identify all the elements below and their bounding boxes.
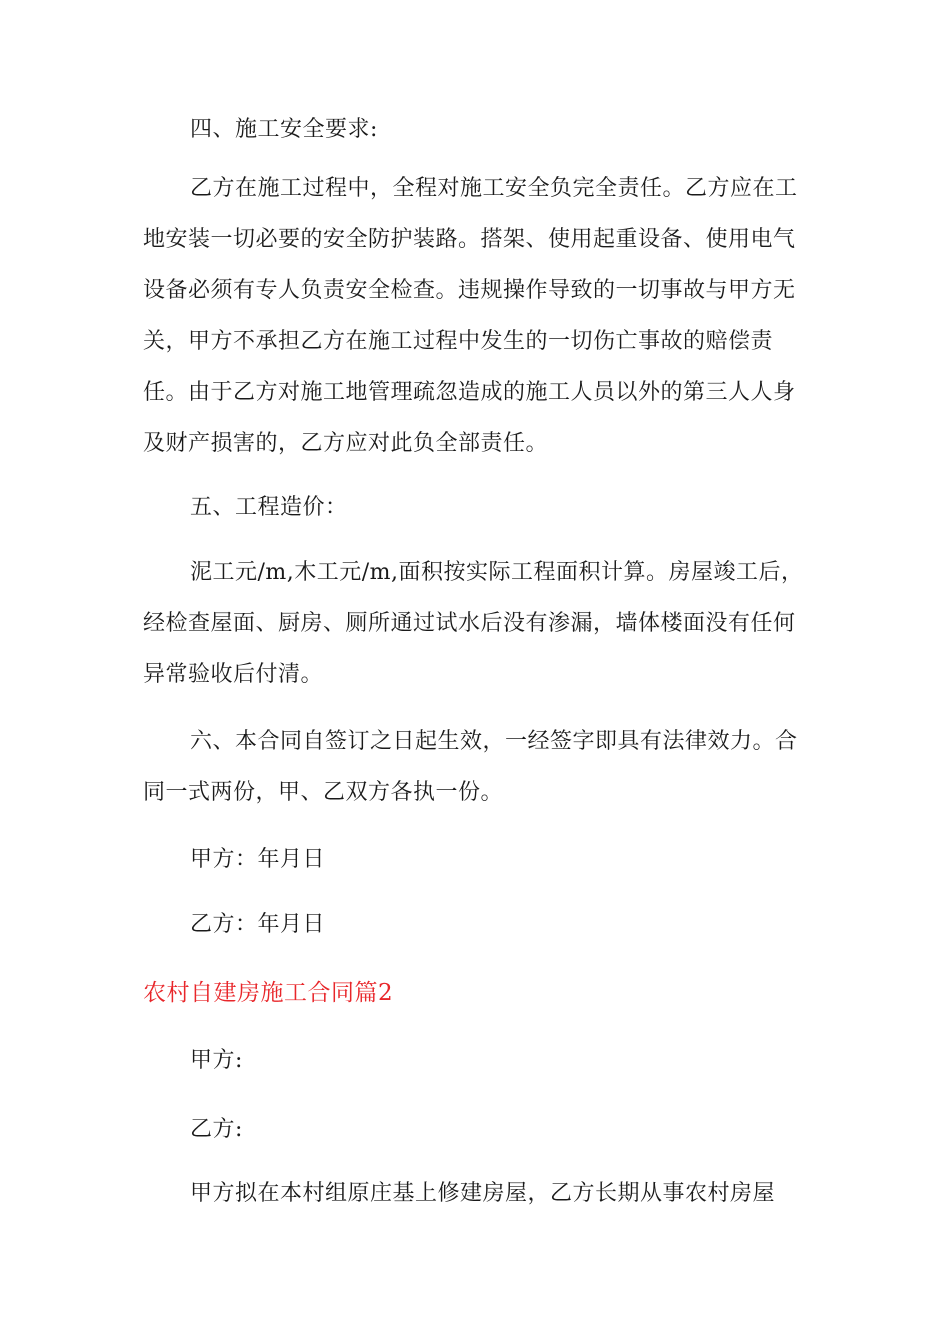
party-b-label: 乙方:	[190, 1117, 243, 1142]
section6-body: 六、本合同自签订之日起生效，一经签字即具有法律效力。合同一式两份，甲、乙双方各执一份。	[143, 729, 798, 805]
party-b-signature: 乙方：年月日	[190, 912, 326, 937]
section5-title: 五、工程造价：	[190, 495, 348, 520]
section-heading-2: 农村自建房施工合同篇2	[143, 980, 394, 1006]
section4-title: 四、施工安全要求:	[190, 117, 378, 142]
section5-body: 泥工元/m,木工元/m,面积按实际工程面积计算。房屋竣工后，经检查屋面、厨房、厕所通过试水后没有渗漏，墙体楼面没有任何异常验收后付清。	[143, 560, 804, 687]
section4-body: 乙方在施工过程中，全程对施工安全负完全责任。乙方应在工地安装一切必要的安全防护装路。搭架、使用起重设备、使用电气设备必须有专人负责安全检查。违规操作导致的一切事故与甲方无关，甲方不承担乙方在施工过程中发生的一切伤亡事故的赔偿责任。由于乙方对施工地管理疏忽造成的施工人员以外的第三人人身及财产损害的，乙方应对此负全部责任。	[143, 176, 798, 456]
party-a-signature: 甲方：年月日	[190, 847, 326, 872]
party-a-label: 甲方:	[190, 1048, 243, 1073]
intro-paragraph: 甲方拟在本村组原庄基上修建房屋，乙方长期从事农村房屋	[190, 1181, 776, 1206]
